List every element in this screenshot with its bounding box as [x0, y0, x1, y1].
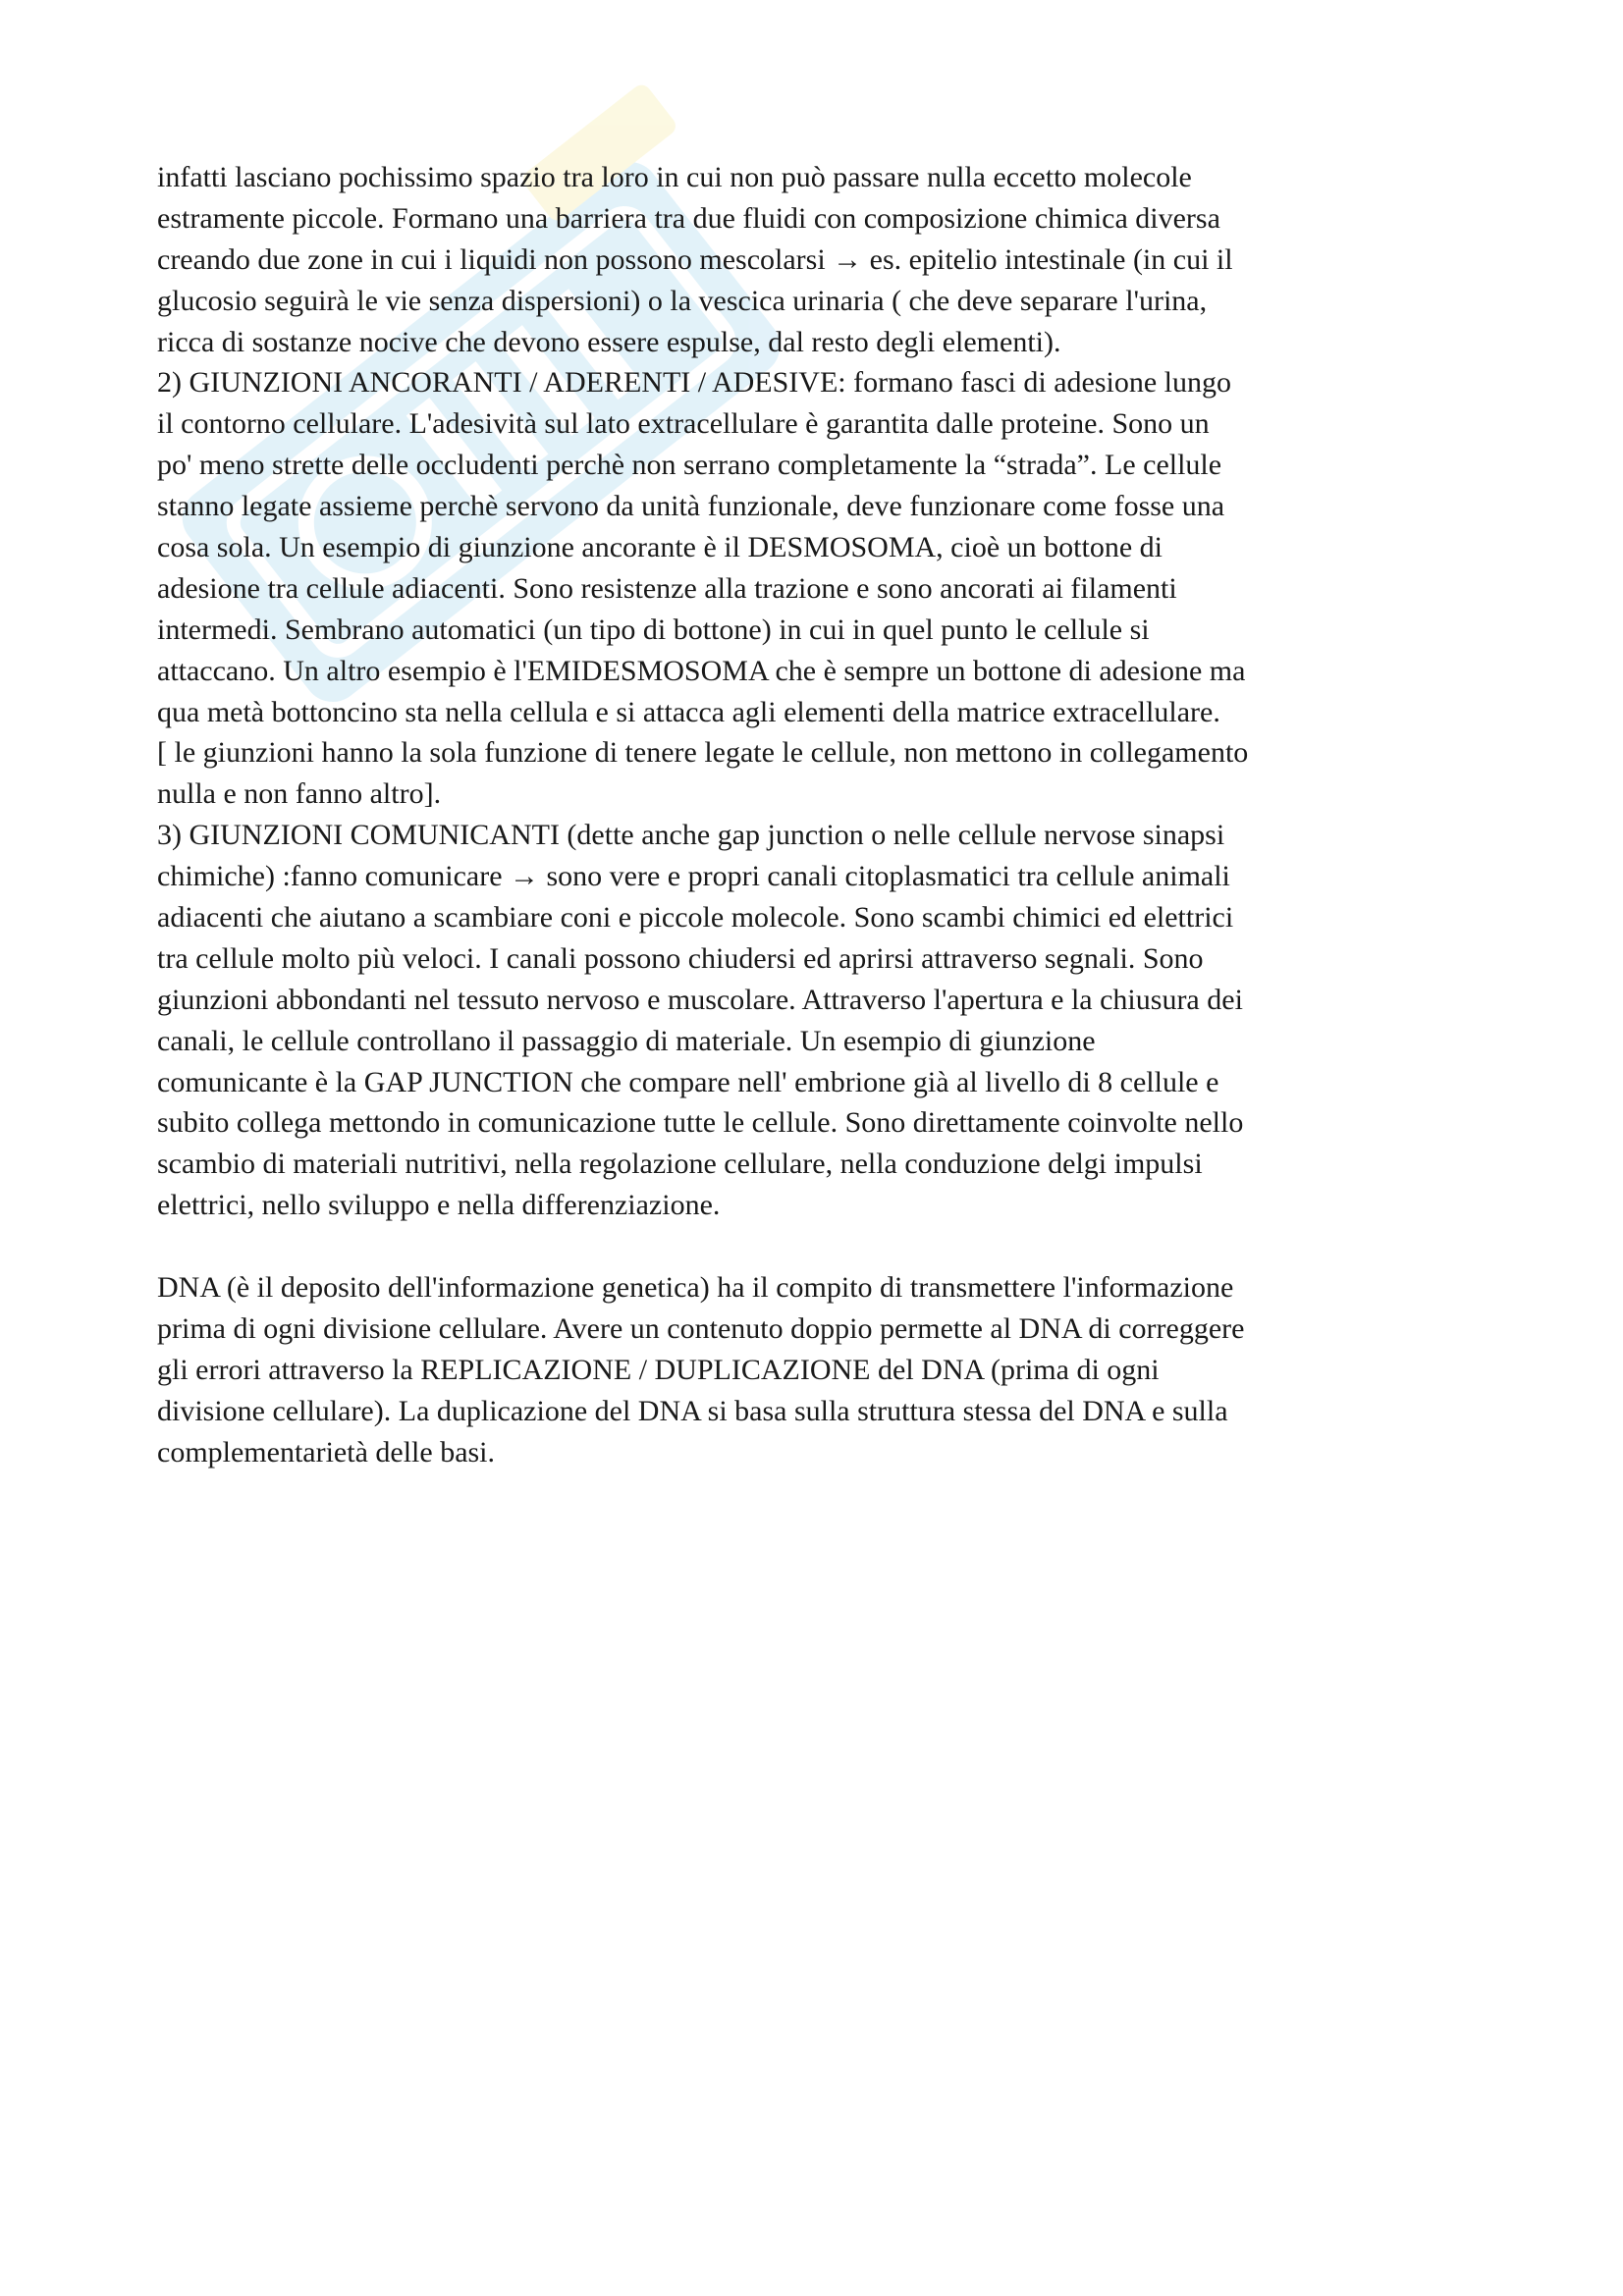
text-line: infatti lasciano pochissimo spazio tra loro in cui non può passare nulla eccetto molecole: [157, 161, 1192, 193]
text-line: po' meno strette delle occludenti perchè non serrano completamente la “strada”. Le cellule: [157, 449, 1222, 482]
text-line: divisione cellulare). La duplicazione del DNA si basa sulla struttura stessa del DNA e sulla: [157, 1394, 1228, 1427]
text-line: creando due zone in cui i liquidi non possono mescolarsi → es. epitelio intestinale (in cui il: [157, 242, 1233, 276]
paragraph-anchoring-junctions: [157, 362, 1492, 815]
text-line: estramente piccole. Formano una barriera tra due fluidi con composizione chimica diversa: [157, 201, 1220, 235]
document-body: [157, 157, 1492, 1473]
text-line: adesione tra cellule adiacenti. Sono resistenze alla trazione e sono ancorati ai filamenti: [157, 571, 1177, 605]
paragraph-tight-junctions: [157, 157, 1492, 362]
text-line: il contorno cellulare. L'adesività sul lato extracellulare è garantita dalle proteine. Sono un: [157, 407, 1210, 441]
text-line: adiacenti che aiutano a scambiare coni e piccole molecole. Sono scambi chimici ed elettrici: [157, 901, 1234, 934]
text-line: [ le giunzioni hanno la sola funzione di tenere legate le cellule, non mettono in collegamento: [157, 736, 1249, 770]
text-line: giunzioni abbondanti nel tessuto nervoso e muscolare. Attraverso l'apertura e la chiusura dei: [157, 983, 1243, 1016]
text-line: glucosio seguirà le vie senza dispersioni) o la vescica urinaria ( che deve separare l'urina,: [157, 284, 1208, 317]
paragraph-dna: [157, 1267, 1492, 1472]
text-line: qua metà bottoncino sta nella cellula e si attacca agli elementi della matrice extracellulare.: [157, 695, 1220, 728]
text-line: 2) GIUNZIONI ANCORANTI / ADERENTI / ADESIVE: formano fasci di adesione lungo: [157, 366, 1231, 400]
text-line: cosa sola. Un esempio di giunzione ancorante è il DESMOSOMA, cioè un bottone di: [157, 531, 1163, 564]
text-line: stanno legate assieme perchè servono da unità funzionale, deve funzionare come fosse una: [157, 490, 1225, 523]
text-line: attaccano. Un altro esempio è l'EMIDESMOSOMA che è sempre un bottone di adesione ma: [157, 654, 1246, 687]
text-line: ricca di sostanze nocive che devono essere espulse, dal resto degli elementi).: [157, 325, 1061, 358]
text-line: tra cellule molto più veloci. I canali possono chiudersi ed aprirsi attraverso segnali. Sono: [157, 941, 1204, 975]
text-line: nulla e non fanno altro].: [157, 777, 442, 811]
text-line: 3) GIUNZIONI COMUNICANTI (dette anche gap junction o nelle cellule nervose sinapsi: [157, 819, 1225, 852]
text-line: elettrici, nello sviluppo e nella differenziazione.: [157, 1189, 721, 1222]
text-line: comunicante è la GAP JUNCTION che compare nell' embrione già al livello di 8 cellule e: [157, 1065, 1219, 1098]
text-line: canali, le cellule controllano il passaggio di materiale. Un esempio di giunzione: [157, 1024, 1096, 1057]
text-line: gli errori attraverso la REPLICAZIONE / DUPLICAZIONE del DNA (prima di ogni: [157, 1353, 1160, 1386]
paragraph-communicating-junctions: [157, 815, 1492, 1226]
text-line: prima di ogni divisione cellulare. Avere un contenuto doppio permette al DNA di correggere: [157, 1311, 1245, 1345]
text-line: DNA (è il deposito dell'informazione genetica) ha il compito di transmettere l'informazione: [157, 1271, 1234, 1305]
text-line: scambio di materiali nutritivi, nella regolazione cellulare, nella conduzione delgi impulsi: [157, 1148, 1203, 1181]
paragraph-spacer: [157, 1226, 1492, 1267]
text-line: complementarietà delle basi.: [157, 1435, 496, 1468]
text-line: intermedi. Sembrano automatici (un tipo di bottone) in cui in quel punto le cellule si: [157, 613, 1150, 646]
text-line: chimiche) :fanno comunicare → sono vere e propri canali citoplasmatici tra cellule animali: [157, 860, 1230, 893]
text-line: subito collega mettondo in comunicazione tutte le cellule. Sono direttamente coinvolte nello: [157, 1106, 1244, 1140]
